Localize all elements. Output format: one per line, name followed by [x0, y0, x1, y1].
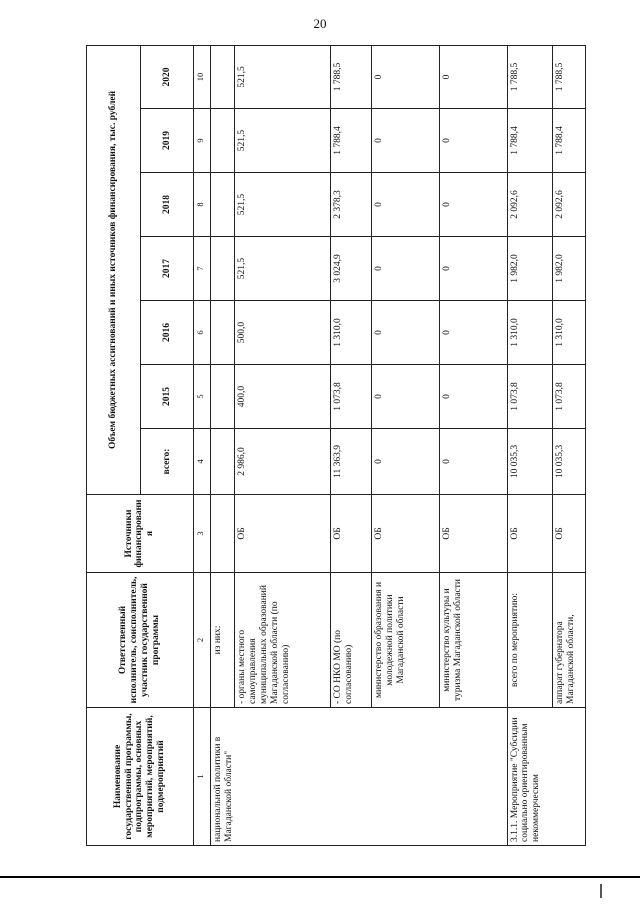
value-cell: 0	[372, 301, 440, 365]
header-year: 2020	[141, 45, 193, 108]
source-cell: ОБ	[439, 495, 507, 573]
program-name-cell: национальной политики в Магаданской области"	[211, 708, 507, 846]
source-cell: ОБ	[553, 495, 586, 573]
value-cell: 1 310,0	[507, 301, 553, 365]
value-cell: 1 788,4	[553, 109, 586, 173]
value-cell: 0	[372, 109, 440, 173]
value-cell: 500,0	[235, 301, 331, 365]
header-funding-volume: Объем бюджетных ассигнований и иных источников финансирования, тыс. рублей	[87, 45, 141, 494]
executor-cell: всего по мероприятию:	[507, 573, 553, 708]
value-cell	[211, 301, 235, 365]
value-cell: 2 986,0	[235, 429, 331, 495]
source-cell	[211, 495, 235, 573]
value-cell: 1 073,8	[331, 365, 372, 429]
value-cell: 2 378,3	[331, 173, 372, 237]
value-cell: 0	[439, 429, 507, 495]
value-cell: 10 035,3	[507, 429, 553, 495]
value-cell: 0	[439, 365, 507, 429]
value-cell: 0	[439, 173, 507, 237]
value-cell: 0	[372, 429, 440, 495]
source-cell: ОБ	[372, 495, 440, 573]
header-year: 2019	[141, 109, 193, 173]
rotated-table-container	[86, 46, 586, 846]
value-cell	[211, 173, 235, 237]
column-index-row	[193, 45, 210, 845]
value-cell: 1 982,0	[507, 237, 553, 301]
page-number: 20	[313, 16, 327, 31]
value-cell: 1 788,5	[553, 45, 586, 108]
executor-cell: - органы местного самоуправления муниципальных образований Магаданской области (по согласованию)	[235, 573, 331, 708]
column-index: 4	[193, 429, 210, 495]
value-cell: 521,5	[235, 45, 331, 108]
table-row	[507, 45, 553, 845]
header-total: всего:	[141, 429, 193, 495]
value-cell	[211, 237, 235, 301]
value-cell: 521,5	[235, 109, 331, 173]
value-cell: 10 035,3	[553, 429, 586, 495]
value-cell: 1 310,0	[553, 301, 586, 365]
value-cell: 0	[439, 45, 507, 108]
value-cell: 400,0	[235, 365, 331, 429]
value-cell: 11 363,9	[331, 429, 372, 495]
value-cell: 0	[439, 237, 507, 301]
column-index: 5	[193, 365, 210, 429]
value-cell: 1 788,5	[507, 45, 553, 108]
executor-cell: министерство образования и молодежной политики Магаданской области	[372, 573, 440, 708]
value-cell: 1 788,4	[507, 109, 553, 173]
value-cell: 1 788,5	[331, 45, 372, 108]
value-cell	[211, 45, 235, 108]
header-year: 2018	[141, 173, 193, 237]
value-cell: 0	[372, 45, 440, 108]
column-index: 7	[193, 237, 210, 301]
program-name-cell: 3.1.1. Мероприятие "Субсидии социально ориентированным некоммерческим	[507, 708, 585, 846]
value-cell: 0	[372, 237, 440, 301]
column-index: 1	[193, 708, 210, 846]
value-cell: 1 788,4	[331, 109, 372, 173]
header-year: 2015	[141, 365, 193, 429]
value-cell: 0	[372, 365, 440, 429]
value-cell: 1 073,8	[553, 365, 586, 429]
column-index: 9	[193, 109, 210, 173]
value-cell: 0	[439, 109, 507, 173]
value-cell: 1 073,8	[507, 365, 553, 429]
executor-cell: министерство культуры и туризма Магаданской области	[439, 573, 507, 708]
source-cell: ОБ	[331, 495, 372, 573]
header-year: 2016	[141, 301, 193, 365]
column-index: 3	[193, 495, 210, 573]
value-cell: 2 092,6	[553, 173, 586, 237]
value-cell: 2 092,6	[507, 173, 553, 237]
value-cell: 521,5	[235, 237, 331, 301]
value-cell	[211, 365, 235, 429]
column-index: 10	[193, 45, 210, 108]
source-cell: ОБ	[235, 495, 331, 573]
value-cell: 0	[439, 301, 507, 365]
header-funding-source: Источники финансирования	[87, 495, 194, 573]
value-cell: 521,5	[235, 173, 331, 237]
value-cell: 1 310,0	[331, 301, 372, 365]
header-executor: Ответственный исполнитель, соисполнитель, участник государственной программы	[87, 573, 194, 708]
source-cell: ОБ	[507, 495, 553, 573]
table-row	[211, 45, 235, 845]
column-index: 2	[193, 573, 210, 708]
column-index: 8	[193, 173, 210, 237]
value-cell	[211, 429, 235, 495]
executor-cell: аппарат губернатора Магаданской области,	[553, 573, 586, 708]
financing-table	[86, 45, 586, 846]
header-year: 2017	[141, 237, 193, 301]
value-cell	[211, 109, 235, 173]
column-index: 6	[193, 301, 210, 365]
executor-cell: из них:	[211, 573, 235, 708]
scan-mark	[600, 884, 602, 898]
value-cell: 1 982,0	[553, 237, 586, 301]
value-cell: 3 024,9	[331, 237, 372, 301]
header-program-name: Наименование государственной программы, подпрограммы, основных мероприятий, мероприятий, подмероприятий	[87, 708, 194, 846]
value-cell: 0	[372, 173, 440, 237]
scan-edge-line	[0, 876, 640, 878]
executor-cell: - СО НКО МО (по согласованию)	[331, 573, 372, 708]
